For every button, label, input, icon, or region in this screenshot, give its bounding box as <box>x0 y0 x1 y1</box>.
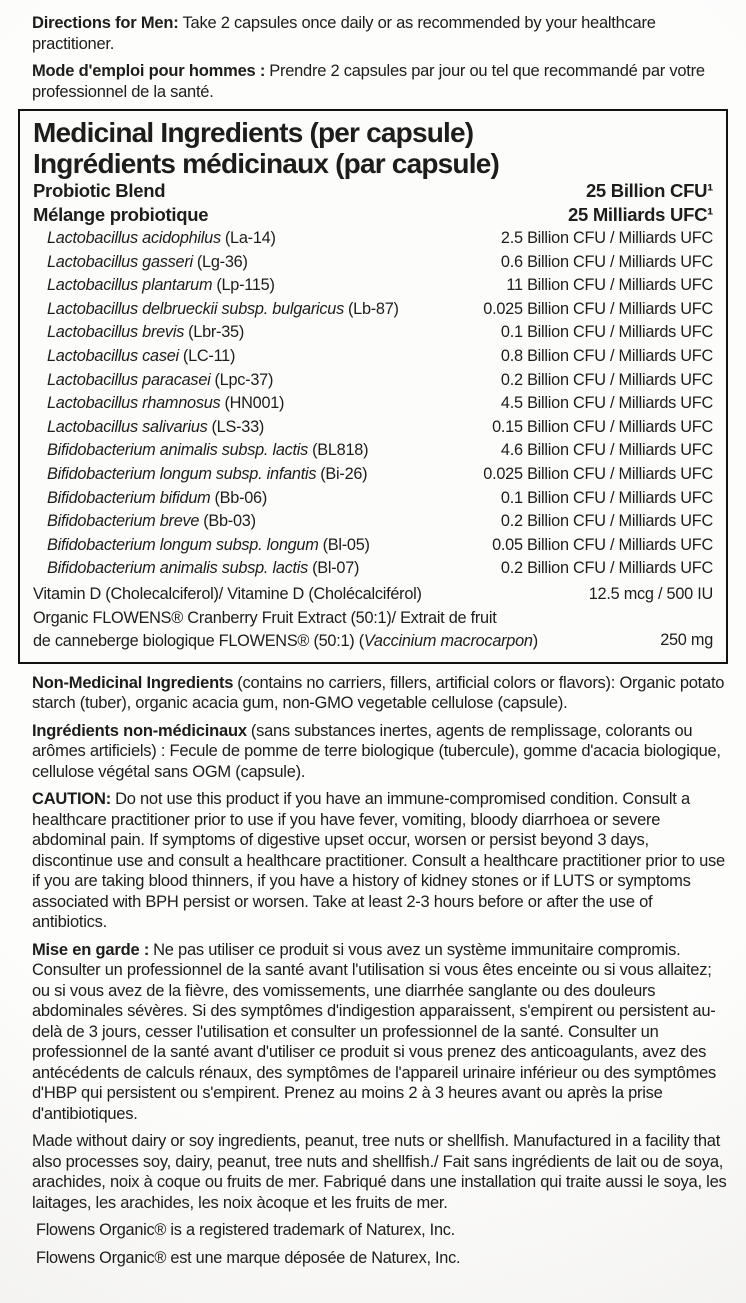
vitamin-d-amount: 12.5 mcg / 500 IU <box>588 584 713 603</box>
probiotic-blend-row-en <box>33 179 713 203</box>
strain-amount: 0.025 Billion CFU / Milliards UFC <box>483 464 713 483</box>
blend-amount-en: 25 Billion CFU¹ <box>585 180 713 201</box>
strain-name: Lactobacillus plantarum (Lp-115) <box>47 276 275 295</box>
ingredient-row <box>33 439 713 463</box>
strain-amount: 0.2 Billion CFU / Milliards UFC <box>500 559 713 578</box>
caution-en-text: Do not use this product if you have an immune-compromised condition. Consult a healthcare practitioner prior to use if you have fever, vomiting, bloody diarrhoea or severe abdominal pain. If symptoms of digestive upset occur, worsen or persist beyond 3 days, discontinue use and consult a healthcare practitioner. Consult a healthcare practitioner prior to use if you are taking blood thinners, if you have a history of kidney stones or if LUTS or symptoms associated with BPH persist or worsen. Take at least 2-3 hours before or after the use of antibiotics. <box>32 790 725 931</box>
probiotic-blend-row-fr <box>33 203 713 227</box>
non-medicinal-en <box>18 673 728 714</box>
strain-name: Lactobacillus casei (LC-11) <box>47 346 236 365</box>
ingredient-row <box>33 345 713 369</box>
medicinal-ingredients-panel <box>18 109 728 664</box>
cranberry-row <box>33 607 713 653</box>
strain-name: Lactobacillus acidophilus (La-14) <box>47 229 276 247</box>
strain-amount: 4.5 Billion CFU / Milliards UFC <box>500 394 713 413</box>
ingredient-row <box>33 298 713 322</box>
non-medicinal-fr-text: (sans substances inertes, agents de remplissage, colorants ou arômes artificiels) : Fecule de pomme de terre biologique (tubercule), gomme d'acacia biologique, cellulose végétal sans OGM (capsule). <box>32 721 721 781</box>
strain-amount: 4.6 Billion CFU / Milliards UFC <box>500 441 713 460</box>
non-medicinal-fr-label: Ingrédients non-médicinaux <box>32 721 247 740</box>
strain-amount: 0.8 Billion CFU / Milliards UFC <box>500 346 713 365</box>
directions-fr <box>18 61 728 102</box>
strain-name: Lactobacillus gasseri (Lg-36) <box>47 252 248 271</box>
non-medicinal-en-text: (contains no carriers, fillers, artificial colors or flavors): Organic potato starch (tuber), organic acacia gum, non-GMO vegetable cellulose (capsule). <box>32 673 725 712</box>
strain-amount: 0.15 Billion CFU / Milliards UFC <box>492 417 713 436</box>
ingredient-row <box>33 369 713 393</box>
ingredient-row <box>33 251 713 275</box>
strain-amount: 0.05 Billion CFU / Milliards UFC <box>492 535 713 554</box>
strain-name: Lactobacillus delbrueckii subsp. bulgaricus (Lb-87) <box>47 299 399 318</box>
strain-name: Bifidobacterium bifidum (Bb-06) <box>47 488 268 507</box>
caution-en <box>18 789 728 933</box>
strain-name: Bifidobacterium longum subsp. longum (Bl-05) <box>47 535 370 554</box>
strain-amount: 11 Billion CFU / Milliards UFC <box>506 276 713 295</box>
ingredient-row <box>33 227 713 251</box>
ingredient-row <box>33 392 713 416</box>
strain-name: Lactobacillus brevis (Lbr-35) <box>47 323 245 342</box>
strain-amount: 2.5 Billion CFU / Milliards UFC <box>500 229 713 247</box>
panel-title-en: Medicinal Ingredients (per capsule) <box>33 117 474 148</box>
trademark-en: Flowens Organic® is a registered trademark of Naturex, Inc. <box>36 1221 455 1239</box>
ingredient-row <box>33 534 713 558</box>
strain-amount: 0.2 Billion CFU / Milliards UFC <box>500 370 713 389</box>
ingredient-row <box>33 321 713 345</box>
allergen-statement <box>18 1131 728 1213</box>
caution-fr-text: Ne pas utiliser ce produit si vous avez un système immunitaire compromis. Consulter un professionnel de la santé avant l'utilisation si vous êtes enceinte ou si vous allaitez; ou si vous avez de la fièvre, des vomissements, une diarrhée sanglante ou des douleurs abdominales sévères. Si des symptômes d'indigestion apparaissent, s'empirent ou persistent au-delà de 3 jours, cesser l'utilisation et consulter un professionnel de la santé. Consulter un professionnel de la santé avant d'utiliser ce produit si vous prenez des anticoagulants, avez des antécédents de calculs rénaux, des symptômes de l'appareil urinaire inférieur ou des symptômes d'HBP qui persistent ou s'empirent. Prenez au moins 2 à 3 heures avant ou après la prise d'antibiotiques. <box>32 940 717 1123</box>
strain-name: Bifidobacterium animalis subsp. lactis (Bl-07) <box>47 559 360 578</box>
caution-en-label: CAUTION: <box>32 790 112 808</box>
non-medicinal-fr <box>18 721 728 783</box>
cranberry-name: Organic FLOWENS® Cranberry Fruit Extract (50:1)/ Extrait de fruit de canneberge biologique FLOWENS® (50:1) (Vaccinium macrocarpon) <box>33 608 538 650</box>
strain-name: Bifidobacterium animalis subsp. lactis (BL818) <box>47 441 369 460</box>
blend-name-en: Probiotic Blend <box>33 180 166 201</box>
strain-amount: 0.1 Billion CFU / Milliards UFC <box>500 323 713 342</box>
directions-en-text: Take 2 capsules once daily or as recommended by your healthcare practitioner. <box>32 14 656 53</box>
strain-name: Bifidobacterium breve (Bb-03) <box>47 512 256 531</box>
directions-en <box>18 13 728 54</box>
blend-amount-fr: 25 Milliards UFC¹ <box>568 204 713 225</box>
directions-fr-label: Mode d'emploi pour hommes : <box>32 62 266 80</box>
non-medicinal-en-label: Non-Medicinal Ingredients <box>32 673 234 692</box>
vitamin-d-name: Vitamin D (Cholecalciferol)/ Vitamine D (Cholécalciférol) <box>33 584 422 603</box>
strain-amount: 0.025 Billion CFU / Milliards UFC <box>483 299 713 318</box>
strain-name: Lactobacillus paracasei (Lpc-37) <box>47 370 274 389</box>
trademark-fr: Flowens Organic® est une marque déposée de Naturex, Inc. <box>36 1249 461 1267</box>
directions-en-label: Directions for Men: <box>32 14 179 32</box>
ingredient-row <box>33 487 713 511</box>
strain-amount: 0.6 Billion CFU / Milliards UFC <box>500 252 713 271</box>
caution-fr-label: Mise en garde : <box>32 940 150 959</box>
vitamin-d-row <box>33 583 713 607</box>
ingredient-row <box>33 463 713 487</box>
strain-amount: 0.1 Billion CFU / Milliards UFC <box>500 488 713 507</box>
strain-name: Lactobacillus rhamnosus (HN001) <box>47 394 285 413</box>
caution-fr <box>18 940 728 1125</box>
directions-fr-text: Prendre 2 capsules par jour ou tel que recommandé par votre professionnel de la santé. <box>32 62 705 101</box>
panel-title-fr: Ingrédients médicinaux (par capsule) <box>33 148 499 179</box>
ingredient-row <box>33 416 713 440</box>
strain-name: Lactobacillus salivarius (LS-33) <box>47 417 265 436</box>
allergen-text: Made without dairy or soy ingredients, peanut, tree nuts or shellfish. Manufactured in a facility that also processes soy, dairy, peanut, tree nuts and shellfish./ Fait sans ingrédients de lait ou de soya, arachides, noix à coque ou fruits de mer. Fabriqué dans une installation qui traite aussi le soya, les laitages, les arachides, les noix àcoque et les fruits de mer. <box>32 1132 727 1212</box>
strain-name: Bifidobacterium longum subsp. infantis (Bi-26) <box>47 464 368 483</box>
strain-amount: 0.2 Billion CFU / Milliards UFC <box>500 512 713 531</box>
ingredient-row <box>33 510 713 534</box>
ingredient-row <box>33 274 713 298</box>
cranberry-amount: 250 mg <box>660 630 713 649</box>
ingredient-row <box>33 557 713 581</box>
blend-name-fr: Mélange probiotique <box>33 204 209 225</box>
